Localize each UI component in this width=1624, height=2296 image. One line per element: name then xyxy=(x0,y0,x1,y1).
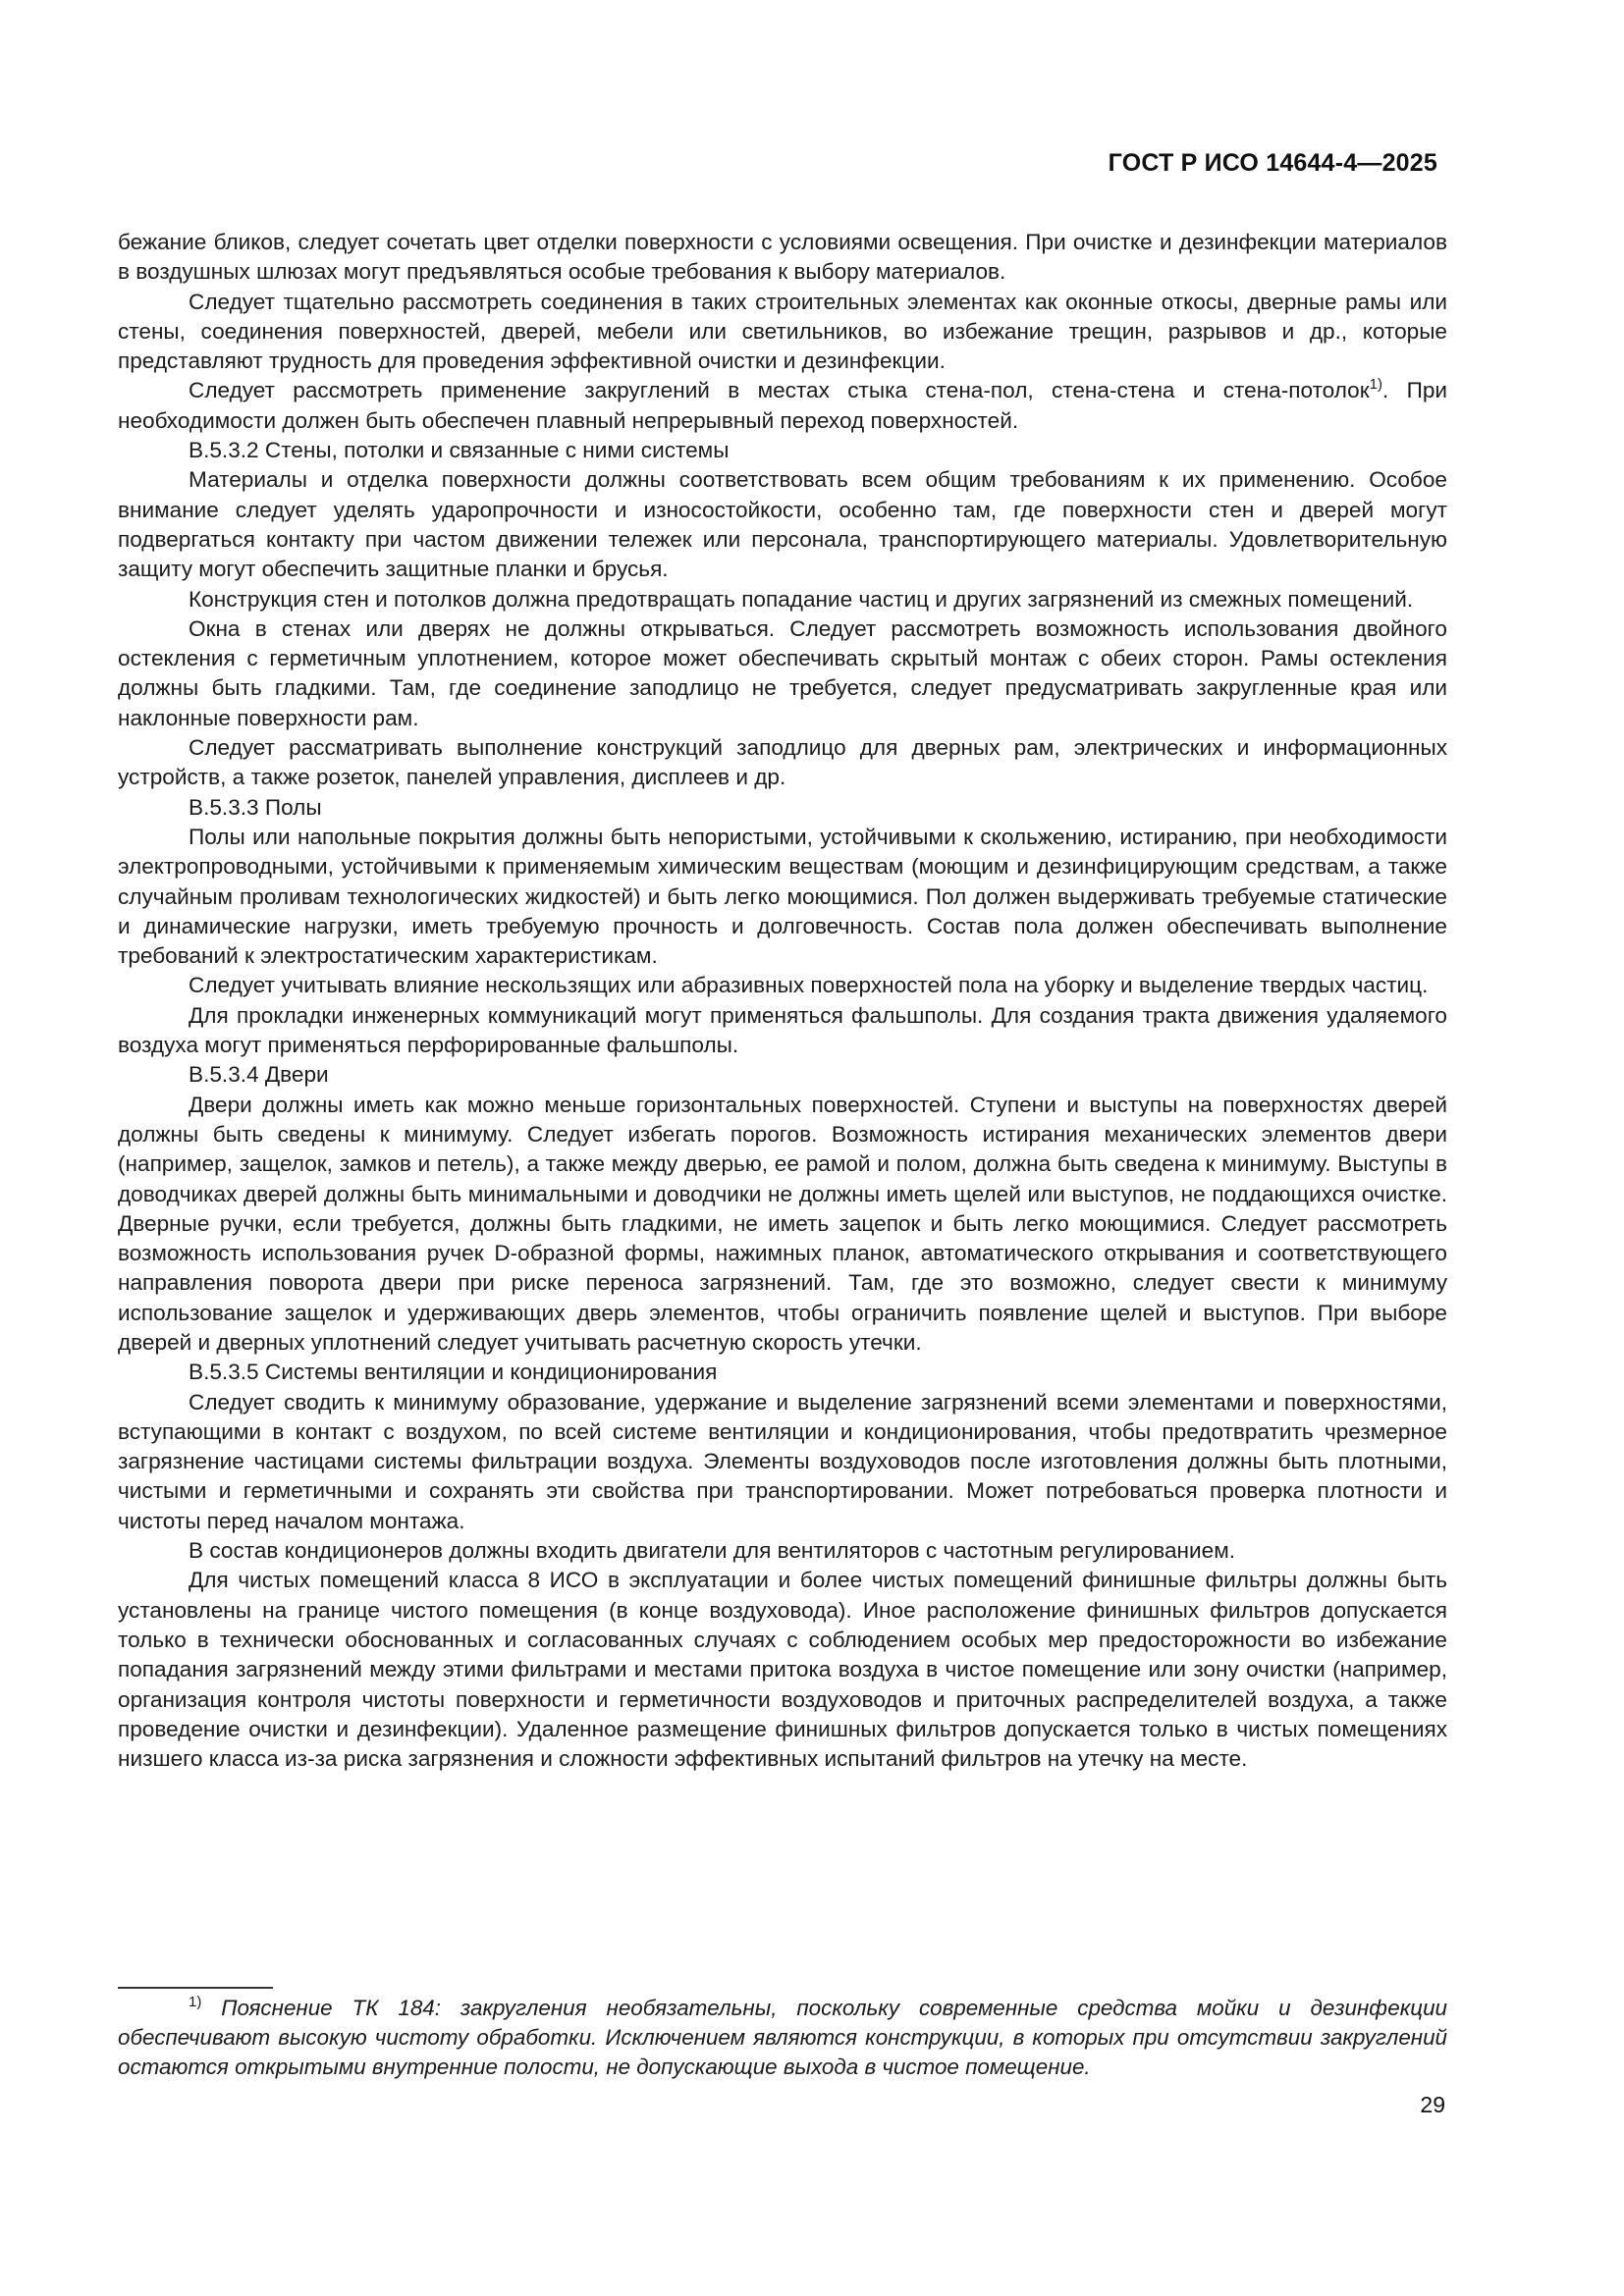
paragraph: Двери должны иметь как можно меньше горизонтальных поверхностей. Ступени и выступы на поверхностях дверей должны быть сведены к минимуму. Следует избегать порогов. Возможность истирания механических элементов двери (например, защелок, замков и петель), а также между дверью, ее рамой и полом, должна быть сведена к минимуму. Выступы в доводчиках дверей должны быть минимальными и доводчики не должны иметь щелей или выступов, не поддающихся очистке. Дверные ручки, если требуется, должны быть гладкими, не иметь зацепок и быть легко моющимися. Следует рассмотреть возможность использования ручек D-образной формы, нажимных планок, автоматического открывания и соответствующего направления поворота двери при риске переноса загрязнений. Там, где это возможно, следует свести к минимуму использование защелок и удерживающих дверь элементов, чтобы ограничить появление щелей и выступов. При выборе дверей и дверных уплотнений следует учитывать расчетную скорость утечки. xyxy=(118,1092,1447,1355)
section-heading: B.5.3.5 Системы вентиляции и кондиционирования xyxy=(189,1360,718,1385)
paragraph-text: Следует рассмотреть применение закруглений в местах стыка стена-пол, стена-стена и стена-потолок xyxy=(189,378,1370,403)
footnote-body: Пояснение ТК 184: закругления необязательны, поскольку современные средства мойки и дезинфекции обеспечивают высокую чистоту обработки. Исключением являются конструкции, в которых при отсутствии закруглений остаются открытыми внутренние полости, не допускающие выхода в чистое помещение. xyxy=(118,1996,1447,2079)
document-body xyxy=(118,228,1447,1774)
paragraph: Полы или напольные покрытия должны быть непористыми, устойчивыми к скольжению, истиранию, при необходимости электропроводными, устойчивыми к применяемым химическим веществам (моющим и дезинфицирующим средствам, а также случайным проливам технологических жидкостей) и быть легко моющимися. Пол должен выдерживать требуемые статические и динамические нагрузки, иметь требуемую прочность и долговечность. Состав пола должен обеспечивать выполнение требований к электростатическим характеристикам. xyxy=(118,824,1447,969)
page-number: 29 xyxy=(1420,2092,1445,2117)
footnote-separator xyxy=(118,1987,273,1989)
footnote-marker: 1) xyxy=(189,1994,202,2010)
footnote-reference[interactable]: 1) xyxy=(1369,376,1382,394)
paragraph: бежание бликов, следует сочетать цвет отделки поверхности с условиями освещения. При очистке и дезинфекции материалов в воздушных шлюзах могут предъявляться особые требования к выбору материалов. xyxy=(118,230,1447,285)
paragraph: Для прокладки инженерных коммуникаций могут применяться фальшполы. Для создания тракта движения удаляемого воздуха могут применяться перфорированные фальшполы. xyxy=(118,1002,1447,1058)
paragraph-text: . При необходимости должен быть обеспечен плавный непрерывный переход поверхностей. xyxy=(118,378,1448,433)
paragraph: Следует тщательно рассмотреть соединения в таких строительных элементах как оконные откосы, дверные рамы или стены, соединения поверхностей, дверей, мебели или светильников, во избежание трещин, разрывов и др., которые представляют трудность для проведения эффективной очистки и дезинфекции. xyxy=(118,289,1447,374)
paragraph: Следует учитывать влияние нескользящих или абразивных поверхностей пола на уборку и выделение твердых частиц. xyxy=(189,973,1429,998)
paragraph: Конструкция стен и потолков должна предотвращать попадание частиц и других загрязнений из смежных помещений. xyxy=(189,586,1414,612)
paragraph: Для чистых помещений класса 8 ИСО в эксплуатации и более чистых помещений финишные фильтры должны быть установлены на границе чистого помещения (в конце воздуховода). Иное расположение финишных фильтров допускается только в технически обоснованных и согласованных случаях с соблюдением особых мер предосторожности во избежание попадания загрязнений между этими фильтрами и местами притока воздуха в чистое помещение или зону очистки (например, организация контроля чистоты поверхности и герметичности воздуховодов и приточных распределителей воздуха, а также проведение очистки и дезинфекции). Удаленное размещение финишных фильтров допускается только в чистых помещениях низшего класса из-за риска загрязнения и сложности эффективных испытаний фильтров на утечку на месте. xyxy=(118,1568,1447,1772)
paragraph: Материалы и отделка поверхности должны соответствовать всем общим требованиям к их применению. Особое внимание следует уделять ударопрочности и износостойкости, особенно там, где поверхности стен и дверей могут подвергаться контакту при частом движении тележек или персонала, транспортирующего материалы. Удовлетворительную защиту могут обеспечить защитные планки и брусья. xyxy=(118,467,1447,582)
paragraph: Следует сводить к минимуму образование, удержание и выделение загрязнений всеми элементами и поверхностями, вступающими в контакт с воздухом, по всей системе вентиляции и кондиционирования, чтобы предотвратить чрезмерное загрязнение частицами системы фильтрации воздуха. Элементы воздуховодов после изготовления должны быть плотными, чистыми и герметичными и сохранять эти свойства при транспортировании. Может потребоваться проверка плотности и чистоты перед началом монтажа. xyxy=(118,1389,1447,1533)
paragraph: Следует рассматривать выполнение конструкций заподлицо для дверных рам, электрических и информационных устройств, а также розеток, панелей управления, дисплеев и др. xyxy=(118,735,1447,790)
section-heading: B.5.3.2 Стены, потолки и связанные с ними системы xyxy=(189,438,730,463)
section-heading: B.5.3.4 Двери xyxy=(189,1062,329,1088)
paragraph: В состав кондиционеров должны входить двигатели для вентиляторов с частотным регулированием. xyxy=(189,1538,1236,1564)
section-heading: B.5.3.3 Полы xyxy=(189,794,322,820)
paragraph xyxy=(118,376,1447,436)
paragraph: Окна в стенах или дверях не должны открываться. Следует рассмотреть возможность использования двойного остекления с герметичным уплотнением, которое может обеспечивать скрытый монтаж с обеих сторон. Рамы остекления должны быть гладкими. Там, где соединение заподлицо не требуется, следует предусматривать закругленные края или наклонные поверхности рам. xyxy=(118,615,1447,730)
footnote-text xyxy=(118,1994,1447,2082)
footnote xyxy=(118,1994,1447,2082)
document-header: ГОСТ Р ИСО 14644-4—2025 xyxy=(1108,149,1437,177)
